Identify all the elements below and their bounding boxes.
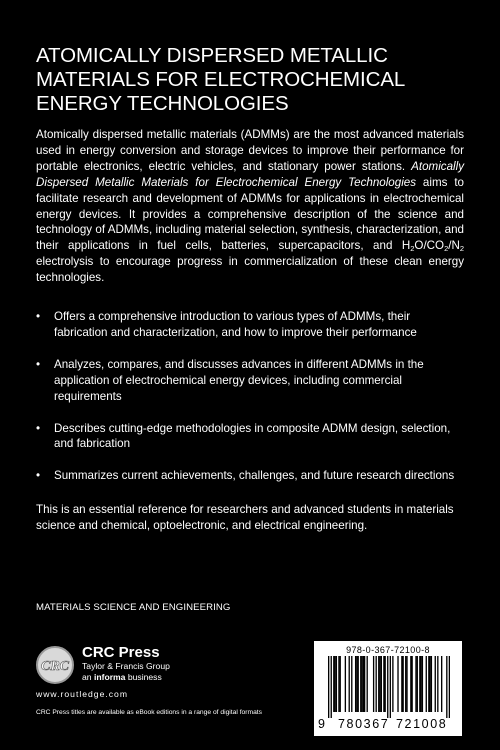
list-item-text: Analyzes, compares, and discusses advances in different ADMMs in the application of electrochemical energy devices, including commercial requirements (54, 357, 424, 403)
subscript: 2 (459, 244, 464, 254)
barcode-bar (349, 656, 350, 712)
barcode-bar (355, 656, 356, 712)
barcode-bar (410, 656, 411, 712)
list-item (36, 357, 466, 405)
list-item-text: Describes cutting-edge methodologies in composite ADMM design, selection, and fabrication (54, 421, 451, 451)
barcode-bar (338, 656, 339, 712)
barcode-bar (411, 656, 412, 712)
publisher-name: CRC Press (82, 644, 160, 661)
barcode-bar (345, 656, 346, 712)
description-book-title: Atomically Dispersed Metallic Materials for Electrochemical Energy Technologies (36, 159, 464, 189)
list-item (36, 468, 466, 484)
description-text-1: Atomically dispersed metallic materials (ADMMs) are the most advanced materials used in energy conversion and storage devices to improve their performance for portable electronics, electric vehicles, and stationary power stations. (36, 128, 464, 173)
list-item (36, 309, 466, 341)
barcode-bar (385, 656, 386, 712)
barcode-bar (446, 656, 447, 718)
isbn-barcode (314, 641, 462, 736)
series-label: MATERIALS SCIENCE AND ENGINEERING (36, 602, 231, 613)
informa-prefix: an (82, 672, 94, 682)
crc-logo-mark (39, 655, 71, 675)
closing-statement: This is an essential reference for researchers and advanced students in materials science and chemical, optoelectronic, and electrical engineering. (36, 503, 454, 532)
barcode-bar (333, 656, 334, 712)
barcode-bar (367, 656, 368, 712)
barcode-bar (437, 656, 438, 712)
book-title: ATOMICALLY DISPERSED METALLIC MATERIALS FOR ELECTROCHEMICAL ENERGY TECHNOLOGIES (36, 44, 405, 115)
barcode-bar (379, 656, 380, 712)
barcode-bar (351, 656, 352, 712)
barcode-bar (435, 656, 436, 712)
barcode-bar (340, 656, 341, 712)
publisher-group: Taylor & Francis Group (82, 661, 170, 671)
barcode-bar (360, 656, 361, 712)
barcode-bar (358, 656, 359, 712)
barcode-bar (420, 656, 421, 712)
barcode-bar (392, 656, 393, 712)
barcode-bar (381, 656, 382, 712)
description-text-2: aims to facilitate research and development of ADMMs for applications in electrochemical energy devices. It provides a comprehensive description of the science and technology of ADMMs, including material selection, synthesis, characterization, and their applications in fuel cells, batteries, supercapacitors, and H (36, 175, 464, 253)
bullet-icon: • (36, 469, 41, 483)
informa-word: informa (93, 672, 126, 682)
barcode-bar (422, 656, 423, 712)
barcode-bar (449, 656, 450, 718)
list-item-text: Offers a comprehensive introduction to various types of ADMMs, their fabrication and characterization, and how to improve their performance (54, 310, 417, 339)
barcode-bar (376, 656, 377, 712)
barcode-bar (336, 656, 337, 712)
barcode-bar (334, 656, 335, 712)
barcode-bar (397, 656, 398, 712)
barcode-digits-right: 721008 (396, 717, 448, 731)
subscript: 2 (410, 244, 415, 254)
barcode-bar (387, 656, 388, 718)
barcode-bar (390, 656, 391, 718)
barcode-bar (426, 656, 427, 712)
barcode-bar (361, 656, 362, 712)
chem-formula-part: /N (448, 239, 460, 253)
website-link[interactable]: www.routledge.com (36, 689, 128, 699)
barcode-bar (431, 656, 432, 712)
barcode-bar (406, 656, 407, 712)
barcode-bar (417, 656, 418, 712)
barcode-bar (419, 656, 420, 712)
barcode-bar (363, 656, 364, 712)
informa-suffix: business (125, 672, 162, 682)
barcode-bar (373, 656, 374, 712)
list-item-text: Summarizes current achievements, challenges, and future research directions (54, 469, 455, 483)
barcode-digit-first: 9 (318, 717, 325, 731)
barcode-bars (328, 656, 450, 718)
ebook-note: CRC Press titles are available as eBook editions in a range of digital formats (36, 709, 263, 716)
barcode-bar (356, 656, 357, 712)
publisher-info (82, 644, 170, 683)
barcode-bar (364, 656, 365, 712)
subscript: 2 (444, 244, 449, 254)
barcode-bar (331, 656, 332, 718)
bullet-icon: • (36, 310, 41, 323)
barcode-bar (328, 656, 329, 718)
description-text-3: electrolysis to encourage progress in commercialization of these clean energy technologies. (36, 255, 464, 285)
crc-logo-text: CRC (40, 659, 70, 674)
chem-formula-part: O/CO (414, 239, 445, 253)
barcode-bar (415, 656, 416, 712)
barcode-bar (402, 656, 403, 712)
barcode-bar (383, 656, 384, 712)
barcode-bar (401, 656, 402, 712)
barcode-bar (378, 656, 379, 712)
list-item (36, 421, 466, 453)
isbn-number: 978-0-367-72100-8 (346, 645, 430, 655)
publisher-block (36, 644, 236, 688)
barcode-bar (428, 656, 429, 712)
barcode-bar (429, 656, 430, 712)
feature-list (36, 309, 466, 500)
publisher-informa (82, 672, 170, 683)
bullet-icon: • (36, 421, 41, 435)
bullet-icon: • (36, 357, 41, 371)
barcode-bar (441, 656, 442, 712)
barcode-digits-left: 780367 (338, 717, 390, 731)
barcode-bar (405, 656, 406, 712)
crc-logo-icon (36, 646, 74, 684)
book-description (36, 127, 464, 286)
